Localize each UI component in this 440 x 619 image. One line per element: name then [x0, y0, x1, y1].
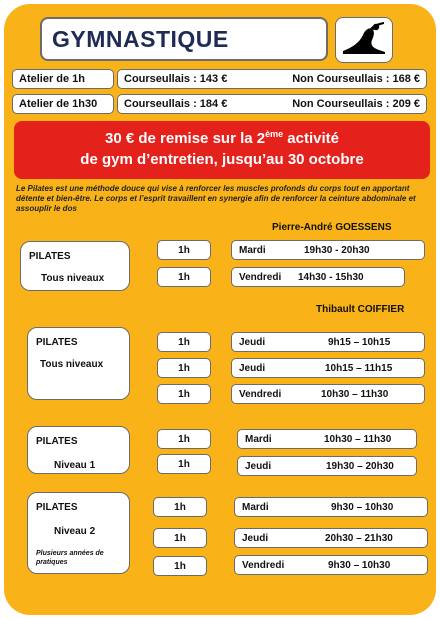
schedule-slot: Jeudi 10h15 – 11h15: [231, 358, 425, 378]
course-level: Tous niveaux: [41, 273, 105, 284]
resident-price: Courseullais : 143 €: [124, 73, 228, 85]
course-name: PILATES: [36, 436, 78, 447]
price-row-2: [117, 94, 427, 114]
promo-banner: [14, 121, 430, 179]
schedule-slot: Mardi 10h30 – 11h30: [237, 429, 417, 449]
course-level: Niveau 1: [54, 460, 96, 471]
resident-price: Courseullais : 184 €: [124, 98, 228, 110]
price-session-1: Atelier de 1h: [12, 69, 114, 89]
schedule-slot: Mardi 9h30 – 10h30: [234, 497, 428, 517]
schedule-slot: Jeudi 9h15 – 10h15: [231, 332, 425, 352]
course-card: [27, 426, 130, 474]
schedule-slot: Jeudi 20h30 – 21h30: [234, 528, 428, 548]
pilates-description: Le Pilates est une méthode douce qui vise à renforcer les muscles profonds du corps tout en apportant détente et bien-être. Le corps et l’esprit travaillent en synergie afin de renforcer la ceinture abdominale et assouplir le dos: [16, 184, 416, 213]
course-level: Niveau 2: [54, 526, 96, 537]
course-level: Tous niveaux: [40, 359, 104, 370]
price-row-1: [117, 69, 427, 89]
promo-line-2: de gym d’entretien, jusqu’au 30 octobre: [80, 151, 364, 168]
course-note: Plusieurs années de pratiques: [36, 550, 104, 566]
duration-badge: 1h: [153, 556, 207, 576]
duration-badge: 1h: [157, 429, 211, 449]
schedule-slot: Jeudi 19h30 – 20h30: [237, 456, 417, 476]
duration-badge: 1h: [157, 332, 211, 352]
duration-badge: 1h: [157, 384, 211, 404]
schedule-slot: Vendredi 10h30 – 11h30: [231, 384, 425, 404]
price-session-2: Atelier de 1h30: [12, 94, 114, 114]
schedule-slot: Vendredi 9h30 – 10h30: [234, 555, 428, 575]
course-card: [20, 241, 130, 291]
course-name: PILATES: [29, 251, 71, 262]
gymnast-silhouette-icon: [335, 17, 393, 63]
duration-badge: 1h: [157, 240, 211, 260]
course-name: PILATES: [36, 337, 78, 348]
duration-badge: 1h: [157, 454, 211, 474]
course-card: [27, 327, 130, 400]
course-card: [27, 492, 130, 574]
duration-badge: 1h: [157, 267, 211, 287]
teacher-name: Thibault COIFFIER: [316, 304, 405, 315]
duration-badge: 1h: [157, 358, 211, 378]
promo-line-1: 30 € de remise sur la 2ème activité: [105, 129, 339, 147]
teacher-name: Pierre-André GOESSENS: [272, 222, 392, 233]
schedule-slot: Mardi 19h30 - 20h30: [231, 240, 425, 260]
duration-badge: 1h: [153, 497, 207, 517]
course-name: PILATES: [36, 502, 78, 513]
nonresident-price: Non Courseullais : 168 €: [292, 73, 420, 85]
schedule-slot: Vendredi 14h30 - 15h30: [231, 267, 405, 287]
page-title: GYMNASTIQUE: [40, 17, 328, 61]
duration-badge: 1h: [153, 528, 207, 548]
nonresident-price: Non Courseullais : 209 €: [292, 98, 420, 110]
